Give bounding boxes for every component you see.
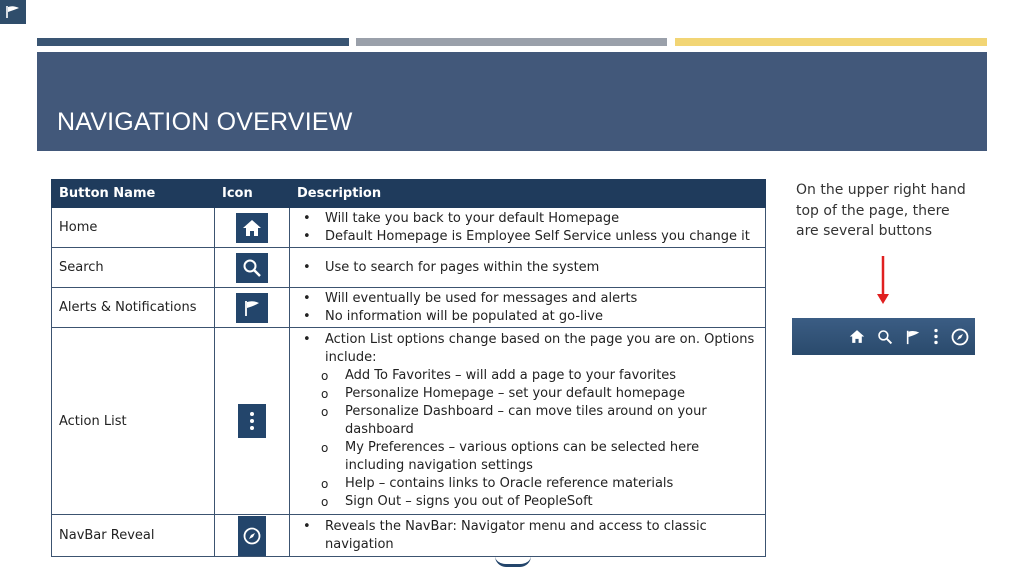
corner-flag-icon	[0, 0, 26, 24]
flag-icon[interactable]	[905, 329, 921, 345]
row-name: NavBar Reveal	[52, 515, 215, 557]
row-description	[290, 208, 766, 248]
sub-item: o Sign Out – signs you out of PeopleSoft	[345, 493, 758, 511]
table-row	[52, 208, 766, 248]
header-description: Description	[290, 180, 766, 208]
row-name: Alerts & Notifications	[52, 288, 215, 328]
header-icon: Icon	[215, 180, 290, 208]
row-description	[290, 288, 766, 328]
row-icon-cell	[215, 328, 290, 515]
row-icon-cell	[215, 208, 290, 248]
description-bullet: • Reveals the NavBar: Navigator menu and access to classic navigation	[325, 518, 758, 554]
row-name: Action List	[52, 328, 215, 515]
navigation-table	[51, 179, 766, 557]
row-icon-cell	[215, 515, 290, 557]
accent-bar-gold	[675, 38, 987, 46]
search-icon	[236, 253, 268, 283]
home-icon[interactable]	[849, 329, 865, 344]
compass-icon[interactable]	[951, 328, 969, 346]
sub-item: o Personalize Dashboard – can move tiles around on your dashboard	[345, 403, 758, 439]
search-icon[interactable]	[877, 329, 893, 345]
side-note: On the upper right hand top of the page, there are several buttons	[796, 182, 966, 239]
title-band	[37, 52, 987, 151]
description-bullet: • Will take you back to your default Homepage	[325, 210, 758, 228]
down-arrow-icon	[876, 256, 890, 306]
row-description	[290, 328, 766, 515]
compass-icon	[238, 516, 266, 556]
more-vertical-icon	[238, 404, 266, 438]
description-bullet: • Will eventually be used for messages and alerts	[325, 290, 758, 308]
sub-item: o Personalize Homepage – set your default homepage	[345, 385, 758, 403]
table-row	[52, 248, 766, 288]
description-bullet: • Action List options change based on the page you are on. Options include:	[325, 331, 758, 367]
sub-item: o Add To Favorites – will add a page to your favorites	[345, 367, 758, 385]
row-icon-cell	[215, 288, 290, 328]
header-button-name: Button Name	[52, 180, 215, 208]
row-description	[290, 515, 766, 557]
table-row	[52, 515, 766, 557]
sub-item: o My Preferences – various options can be selected here including navigation settings	[345, 439, 758, 475]
row-name: Home	[52, 208, 215, 248]
flag-icon	[236, 293, 268, 323]
home-icon	[236, 213, 268, 243]
table-header-row	[52, 180, 766, 208]
decorative-arc	[495, 556, 531, 567]
description-bullet: • Default Homepage is Employee Self Service unless you change it	[325, 228, 758, 246]
accent-bar-gray	[356, 38, 667, 46]
row-description	[290, 248, 766, 288]
row-name: Search	[52, 248, 215, 288]
navbar-preview	[792, 318, 975, 355]
row-icon-cell	[215, 248, 290, 288]
description-bullet: • Use to search for pages within the system	[325, 259, 758, 277]
description-bullet: • No information will be populated at go-live	[325, 308, 758, 326]
table-row	[52, 328, 766, 515]
slide-title: NAVIGATION OVERVIEW	[57, 108, 353, 136]
sub-item: o Help – contains links to Oracle reference materials	[345, 475, 758, 493]
table-row	[52, 288, 766, 328]
more-vertical-icon[interactable]	[933, 328, 939, 345]
accent-bar-dark	[37, 38, 349, 46]
